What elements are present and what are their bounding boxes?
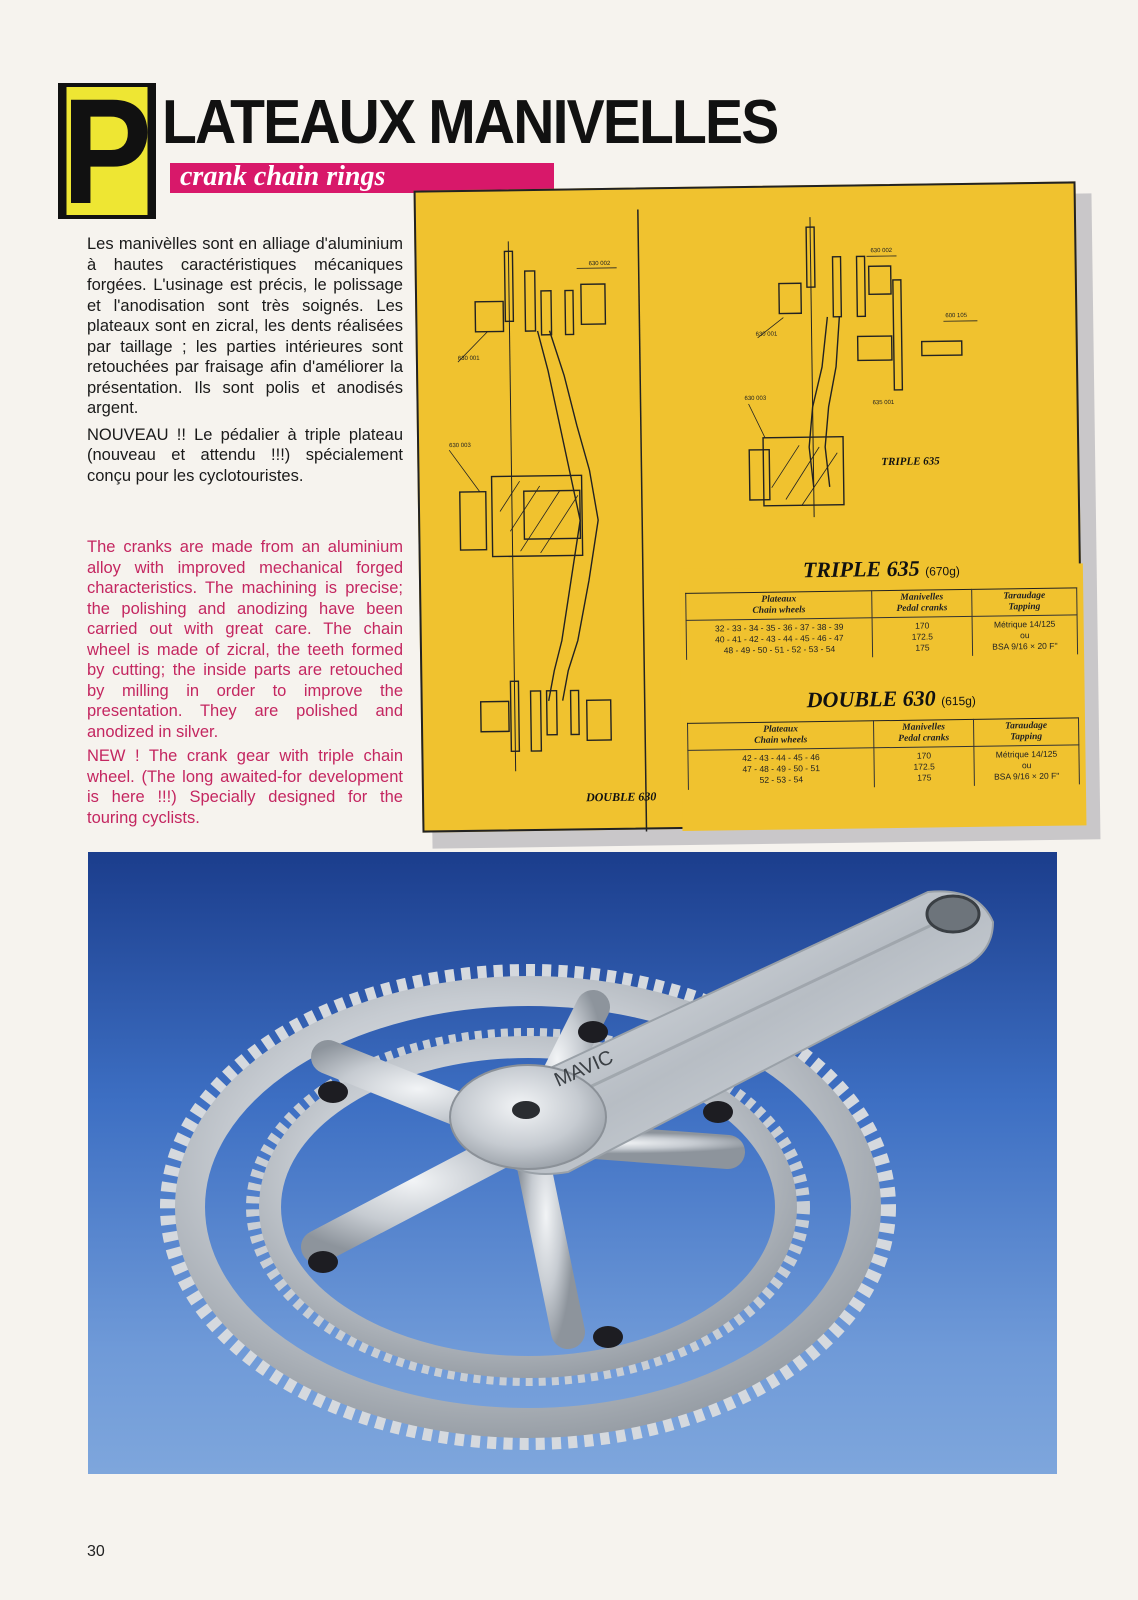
english-description <box>87 537 403 832</box>
part-number-label: 630 003 <box>744 395 767 403</box>
triple-name: TRIPLE 635 <box>802 555 920 583</box>
double-chain-wheels-cell <box>688 748 875 790</box>
page-title: LATEAUX MANIVELLES <box>162 88 778 157</box>
double-chain-wheels-line: 42 - 43 - 44 - 45 - 46 <box>742 752 820 764</box>
double-chain-wheels-line: 52 - 53 - 54 <box>759 774 804 785</box>
double-tapping-cell <box>974 745 1080 786</box>
french-paragraph-2: NOUVEAU !! Le pédalier à triple plateau (nouveau et attendu !!!) spécialement conçu pour les cyclotouristes. <box>87 425 403 485</box>
page-subtitle: crank chain rings <box>180 161 386 192</box>
double-col2-header-en: Pedal cranks <box>898 733 950 744</box>
triple-weight: (670g) <box>925 564 960 579</box>
triple-chain-wheels-line: 32 - 33 - 34 - 35 - 36 - 37 - 38 - 39 <box>714 621 844 634</box>
double-col3-header-en: Tapping <box>1010 731 1043 743</box>
technical-diagram <box>414 181 1085 832</box>
brand-mark: MAVIC <box>551 1046 617 1092</box>
part-number-label: 630 002 <box>870 247 893 255</box>
part-number-label: 630 003 <box>449 442 471 450</box>
double-weight: (615g) <box>941 693 976 709</box>
double-col-tapping-header <box>973 718 1078 746</box>
triple-col1-header-en: Chain wheels <box>752 605 806 616</box>
part-number-label: 600 105 <box>945 312 968 320</box>
triple-col3-header-fr: Taraudage <box>1003 590 1046 602</box>
pedal-thread-hole <box>927 896 979 932</box>
double-tapping-line: ou <box>1021 760 1032 771</box>
double-col-cranks-header <box>873 719 973 747</box>
triple-crank-length: 170 <box>915 620 930 631</box>
triple-col1-header-fr: Plateaux <box>761 594 797 605</box>
double-tapping-line: Métrique 14/125 <box>995 748 1058 760</box>
triple-cranks-cell <box>872 616 973 657</box>
double-name: DOUBLE 630 <box>806 685 936 713</box>
double-col1-header-en: Chain wheels <box>754 735 808 746</box>
double-col1-header-fr: Plateaux <box>763 724 799 735</box>
double-col3-header-fr: Taraudage <box>1005 720 1048 732</box>
french-description <box>87 234 403 492</box>
double-spec-table <box>687 717 1080 789</box>
triple-chain-wheels-line: 48 - 49 - 50 - 51 - 52 - 53 - 54 <box>723 643 836 656</box>
drop-initial: P <box>61 67 153 235</box>
drop-initial-box <box>58 67 156 235</box>
double-spec-title <box>807 685 976 713</box>
triple-chain-wheels-line: 40 - 41 - 42 - 43 - 44 - 45 - 46 - 47 <box>715 632 844 645</box>
part-number-label: 630 002 <box>588 260 611 268</box>
part-number-label: 630 001 <box>457 355 480 363</box>
triple-col-tapping-header <box>972 588 1077 616</box>
part-number-label: 635 001 <box>872 399 895 407</box>
triple-spec-table <box>685 587 1078 659</box>
crankset-illustration <box>88 852 1057 1474</box>
french-paragraph-1: Les manivèlles sont en alliage d'aluminium à hautes caractéristiques mécaniques forgées. L'usinage est précis, le polissage et l'anodisation sont très soignés. Les plateaux sont en zicral, les dents réalisées par taillage ; les parties intérieures sont retouchées par fraisage afin d'améliorer la présentation. Ils sont polis et anodisés argent. <box>87 235 403 417</box>
double-crank-section <box>446 240 623 772</box>
page-number: 30 <box>87 1543 105 1560</box>
triple-col-chain-wheels-header <box>686 591 872 621</box>
double-col-chain-wheels-header <box>688 721 874 751</box>
double-cranks-cell <box>874 746 975 787</box>
part-number-label: 630 001 <box>755 331 778 338</box>
english-paragraph-2: NEW ! The crank gear with triple chain wheel. (The long awaited-for development is here !!!) Specially designed for the touring cyclists. <box>87 747 403 827</box>
triple-635-drawing-label: TRIPLE 635 <box>881 455 940 469</box>
english-paragraph-1: The cranks are made from an aluminium alloy with improved mechanical forged characteristics. The machining is precise; the polishing and anodizing have been carried out with great care. The chain wheel is made of zicral, the teeth formed by cutting; the inside parts are retouched by milling in order to improve the presentation. They are polished and anodized in silver. <box>87 538 403 741</box>
triple-tapping-line: ou <box>1020 630 1030 641</box>
triple-col3-header-en: Tapping <box>1008 601 1041 613</box>
double-crank-length: 170 <box>916 750 932 761</box>
triple-col2-header-en: Pedal cranks <box>896 603 948 614</box>
double-col2-header-fr: Manivelles <box>902 722 946 733</box>
triple-tapping-line: Métrique 14/125 <box>993 618 1056 630</box>
double-tapping-line: BSA 9/16 × 20 F'' <box>994 770 1060 782</box>
double-630-drawing-label: DOUBLE 630 <box>585 789 657 805</box>
triple-crank-length: 175 <box>915 642 930 653</box>
crankset-photo <box>88 852 1057 1474</box>
triple-chain-wheels-cell <box>686 618 873 660</box>
double-crank-length: 175 <box>917 772 932 783</box>
triple-crank-length: 172.5 <box>911 631 934 642</box>
triple-tapping-line: BSA 9/16 × 20 F'' <box>992 640 1058 652</box>
spindle-bolt <box>512 1101 540 1119</box>
spec-area <box>679 555 1087 831</box>
triple-col-cranks-header <box>872 589 972 617</box>
double-crank-length: 172.5 <box>913 761 935 772</box>
triple-spec-title <box>803 555 960 583</box>
triple-col2-header-fr: Manivelles <box>900 592 944 603</box>
double-chain-wheels-line: 47 - 48 - 49 - 50 - 51 <box>742 763 820 775</box>
triple-tapping-cell <box>972 615 1078 656</box>
